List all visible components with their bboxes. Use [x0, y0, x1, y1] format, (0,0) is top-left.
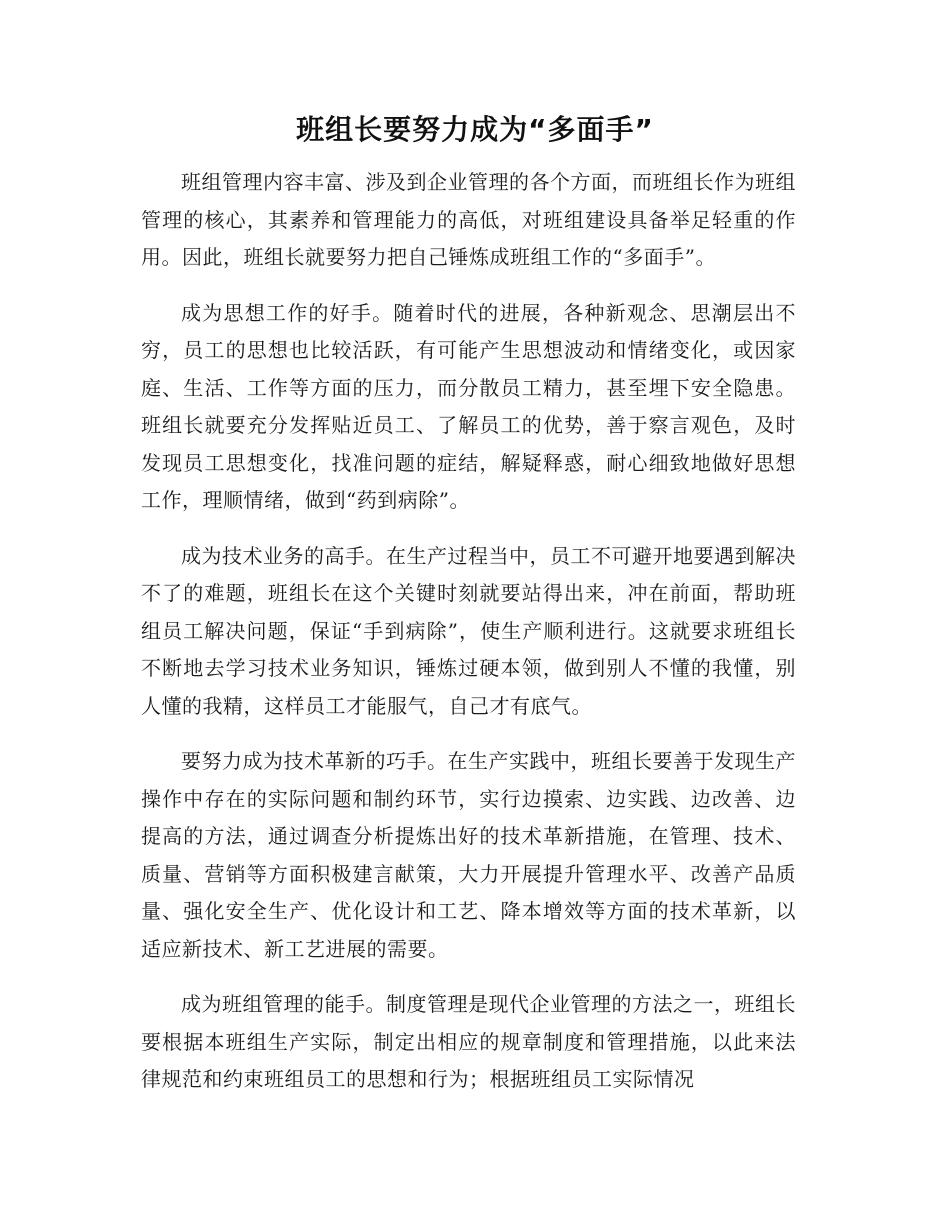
document-title: 班组长要努力成为“多面手” — [296, 113, 654, 146]
paragraph-innovation: 要努力成为技术革新的巧手。在生产实践中，班组长要善于发现生产操作中存在的实际问题和制约环节，实行边摸索、边实践、边改善、边提高的方法，通过调查分析提炼出好的技术革新措施，在管理、技术、质量、营销等方面积极建言献策，大力开展提升管理水平、改善产品质量、强化安全生产、优化设计和工艺、降本增效等方面的技术革新，以适应新技术、新工艺进展的需要。 — [141, 749, 796, 961]
paragraph-management: 成为班组管理的能手。制度管理是现代企业管理的方法之一，班组长要根据本班组生产实际，制定出相应的规章制度和管理措施，以此来法律规范和约束班组员工的思想和行为；根据班组员工实际情况 — [141, 992, 796, 1091]
paragraph-thought-work: 成为思想工作的好手。随着时代的进展，各种新观念、思潮层出不穷，员工的思想也比较活跃，有可能产生思想波动和情绪变化，或因家庭、生活、工作等方面的压力，而分散员工精力，甚至埋下安全隐患。班组长就要充分发挥贴近员工、了解员工的优势，善于察言观色，及时发现员工思想变化，找准问题的症结，解疑释惑，耐心细致地做好思想工作，理顺情绪，做到“药到病除”。 — [141, 300, 796, 512]
document-body — [141, 164, 796, 1117]
paragraph-technical-skill: 成为技术业务的高手。在生产过程当中，员工不可避开地要遇到解决不了的难题，班组长在这个关键时刻就要站得出来，冲在前面，帮助班组员工解决问题，保证“手到病除”，使生产顺利进行。这就要求班组长不断地去学习技术业务知识，锤炼过硬本领，做到别人不懂的我懂，别人懂的我精，这样员工才能服气，自己才有底气。 — [141, 543, 796, 718]
paragraph-intro: 班组管理内容丰富、涉及到企业管理的各个方面，而班组长作为班组管理的核心，其素养和管理能力的高低，对班组建设具备举足轻重的作用。因此，班组长就要努力把自己锤炼成班组工作的“多面手”。 — [141, 170, 796, 269]
